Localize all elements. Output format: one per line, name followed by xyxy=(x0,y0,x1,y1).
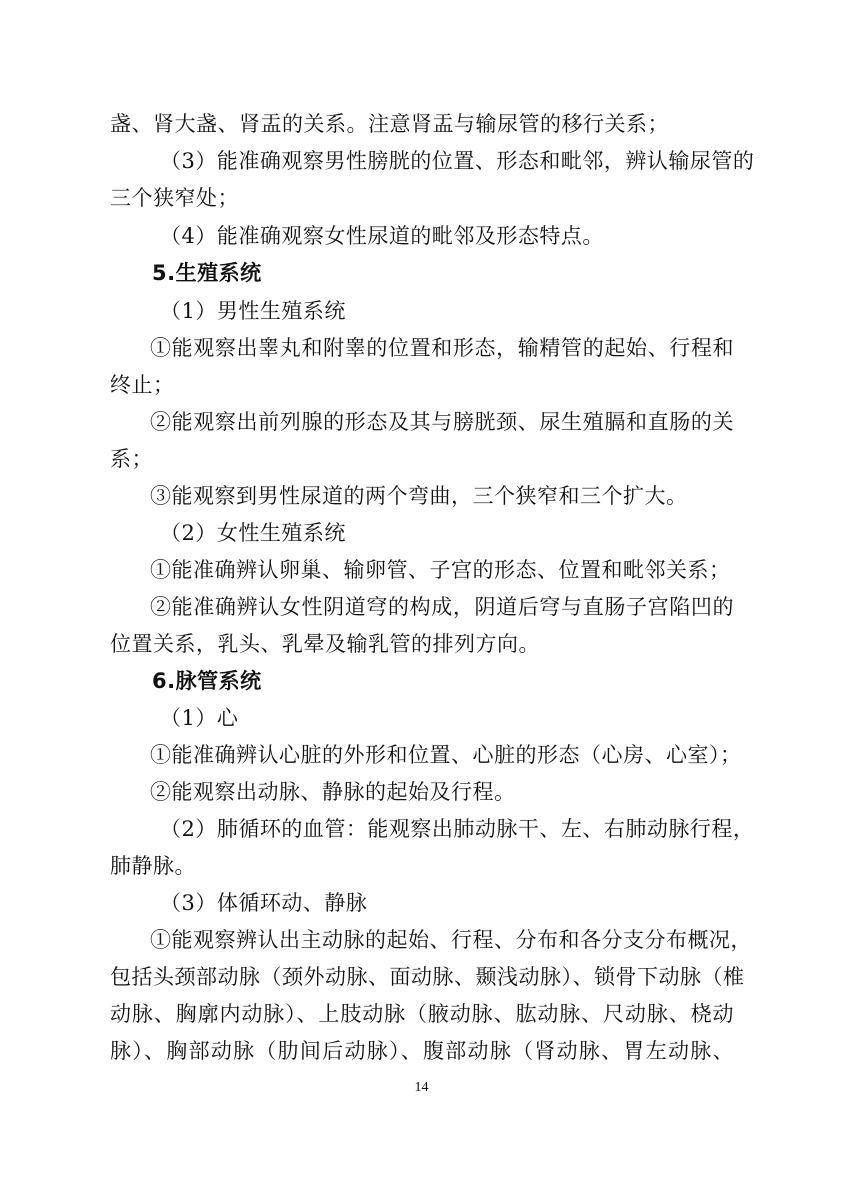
text-line: ②能观察出前列腺的形态及其与膀胱颈、尿生殖膈和直肠的关 xyxy=(150,410,734,434)
subsection-heading: （1）男性生殖系统 xyxy=(160,299,346,323)
subsection-heading: （2）女性生殖系统 xyxy=(160,521,346,545)
text-line: ①能准确辨认心脏的外形和位置、心脏的形态（心房、心室）； xyxy=(150,743,742,767)
section-heading: 5.生殖系统 xyxy=(152,261,262,285)
text-line: （2）肺循环的血管：能观察出肺动脉干、左、右肺动脉行程， xyxy=(160,817,755,841)
text-line: 脉）、胸部动脉（肋间后动脉）、腹部动脉（肾动脉、胃左动脉、 xyxy=(110,1039,734,1063)
text-line: （3）能准确观察男性膀胱的位置、形态和毗邻，辨认输尿管的 xyxy=(160,149,755,173)
text-line: ②能观察出动脉、静脉的起始及行程。 xyxy=(150,780,516,804)
section-heading: 6.脉管系统 xyxy=(152,669,262,693)
page-number: 14 xyxy=(414,1080,429,1095)
text-line: ③能观察到男性尿道的两个弯曲，三个狭窄和三个扩大。 xyxy=(150,484,688,508)
text-line: 盏、肾大盏、肾盂的关系。注意肾盂与输尿管的移行关系； xyxy=(110,112,669,136)
subsection-heading: （1）心 xyxy=(160,706,239,730)
text-line: 肺静脉。 xyxy=(110,854,196,878)
text-line: ①能准确辨认卵巢、输卵管、子宫的形态、位置和毗邻关系； xyxy=(150,558,731,582)
text-line: ①能观察出睾丸和附睾的位置和形态，输精管的起始、行程和 xyxy=(150,336,734,360)
subsection-heading: （3）体循环动、静脉 xyxy=(160,891,368,915)
text-line: 三个狭窄处； xyxy=(110,186,239,210)
text-line: （4）能准确观察女性尿道的毗邻及形态特点。 xyxy=(160,224,604,248)
text-line: 终止； xyxy=(110,373,175,397)
text-line: 动脉、胸廓内动脉）、上肢动脉（腋动脉、肱动脉、尺动脉、桡动 xyxy=(110,1002,734,1026)
text-line: 位置关系，乳头、乳晕及输乳管的排列方向。 xyxy=(110,632,540,656)
text-line: 包括头颈部动脉（颈外动脉、面动脉、颞浅动脉）、锁骨下动脉（椎 xyxy=(110,965,745,989)
text-line: ②能准确辨认女性阴道穹的构成，阴道后穹与直肠子宫陷凹的 xyxy=(150,595,734,619)
text-line: 系； xyxy=(110,447,153,471)
text-line: ①能观察辨认出主动脉的起始、行程、分布和各分支分布概况， xyxy=(150,928,752,952)
